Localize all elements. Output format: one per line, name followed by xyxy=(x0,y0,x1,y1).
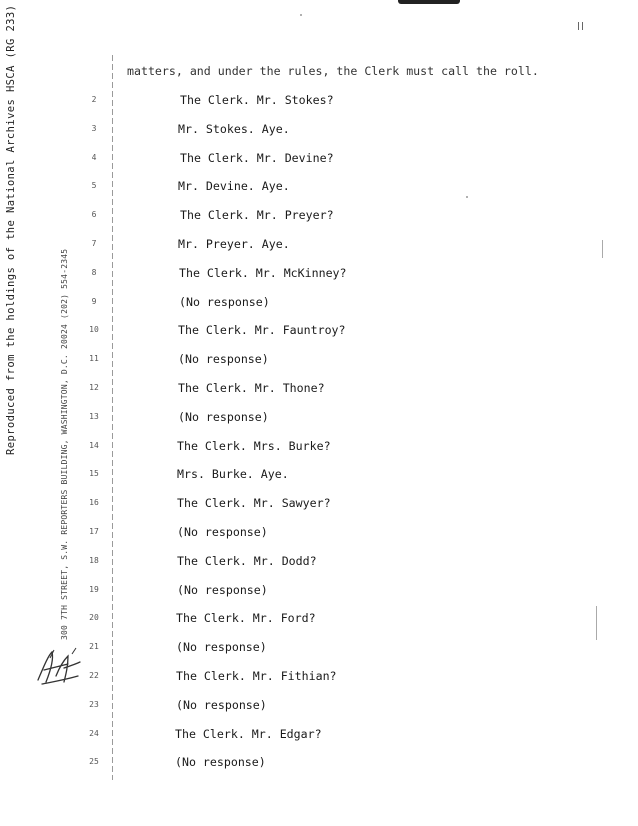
archive-reproduction-note: Reproduced from the holdings of the National Archives HSCA (RG 233) xyxy=(5,4,17,455)
continuation-line: matters, and under the rules, the Clerk must call the roll. xyxy=(127,64,539,78)
transcript-line: The Clerk. Mr. Thone? xyxy=(178,381,325,395)
line-number: 20 xyxy=(89,613,99,623)
transcript-line: Mr. Stokes. Aye. xyxy=(178,121,290,136)
line-number: 19 xyxy=(89,584,99,594)
line-number: 24 xyxy=(89,728,99,738)
line-number: 4 xyxy=(91,152,97,162)
transcript-line: (No response) xyxy=(179,294,270,309)
scan-mark xyxy=(602,240,603,258)
transcript-line: The Clerk. Mr. Stokes? xyxy=(180,93,334,107)
line-number: 15 xyxy=(89,469,99,479)
transcript-line: The Clerk. Mr. Preyer? xyxy=(180,208,334,223)
line-number: 6 xyxy=(91,210,97,220)
transcript-line: The Clerk. Mr. Sawyer? xyxy=(177,496,331,511)
line-number: 22 xyxy=(89,671,99,680)
transcript-line: The Clerk. Mr. Devine? xyxy=(180,150,334,165)
transcript-line: (No response) xyxy=(175,755,266,770)
line-number: 12 xyxy=(89,383,99,392)
margin-rule xyxy=(112,55,113,780)
scan-mark xyxy=(596,606,597,640)
line-number: 8 xyxy=(91,267,97,277)
transcript-line: The Clerk. Mr. Fithian? xyxy=(176,669,337,683)
transcript-line: (No response) xyxy=(177,525,268,539)
transcript-line: The Clerk. Mr. Fauntroy? xyxy=(178,323,346,338)
line-number: 5 xyxy=(91,181,97,191)
transcript-line: The Clerk. Mr. Ford? xyxy=(176,611,316,626)
top-ink-scratch xyxy=(398,0,460,4)
transcript-line: Mrs. Burke. Aye. xyxy=(177,467,289,482)
transcript-line: The Clerk. Mr. Edgar? xyxy=(175,726,322,741)
line-number: 3 xyxy=(91,123,97,133)
scan-speck xyxy=(300,14,302,16)
line-number: 2 xyxy=(91,95,97,104)
transcript-line: Mr. Devine. Aye. xyxy=(178,179,290,194)
transcript-line: The Clerk. Mr. Dodd? xyxy=(177,553,317,568)
line-number: 7 xyxy=(91,239,97,248)
line-number: 14 xyxy=(89,440,99,450)
transcript-line: The Clerk. Mr. McKinney? xyxy=(179,265,347,280)
transcript-line: Mr. Preyer. Aye. xyxy=(178,237,290,251)
transcript-line: The Clerk. Mrs. Burke? xyxy=(177,438,331,453)
page-corner-mark xyxy=(578,22,583,30)
line-number: 13 xyxy=(89,411,99,421)
transcript-line: (No response) xyxy=(177,582,268,597)
handwritten-initials xyxy=(34,646,84,688)
line-number: 25 xyxy=(89,757,99,767)
transcript-line: (No response) xyxy=(178,352,269,367)
line-number: 9 xyxy=(91,296,97,306)
transcript-line: (No response) xyxy=(176,697,267,712)
line-number: 23 xyxy=(89,699,99,709)
line-number: 10 xyxy=(89,325,99,335)
reporters-address: 300 7TH STREET, S.W. REPORTERS BUILDING, WASHINGTON, D.C. 20024 (202) 554-2345 xyxy=(60,248,69,640)
line-number: 16 xyxy=(89,498,99,508)
line-number: 17 xyxy=(89,527,99,536)
line-number: 18 xyxy=(89,555,99,565)
transcript-line: (No response) xyxy=(176,640,267,655)
line-number: 11 xyxy=(89,354,99,364)
scan-speck xyxy=(466,196,468,198)
line-number: 21 xyxy=(89,642,99,652)
transcript-line: (No response) xyxy=(178,409,269,424)
